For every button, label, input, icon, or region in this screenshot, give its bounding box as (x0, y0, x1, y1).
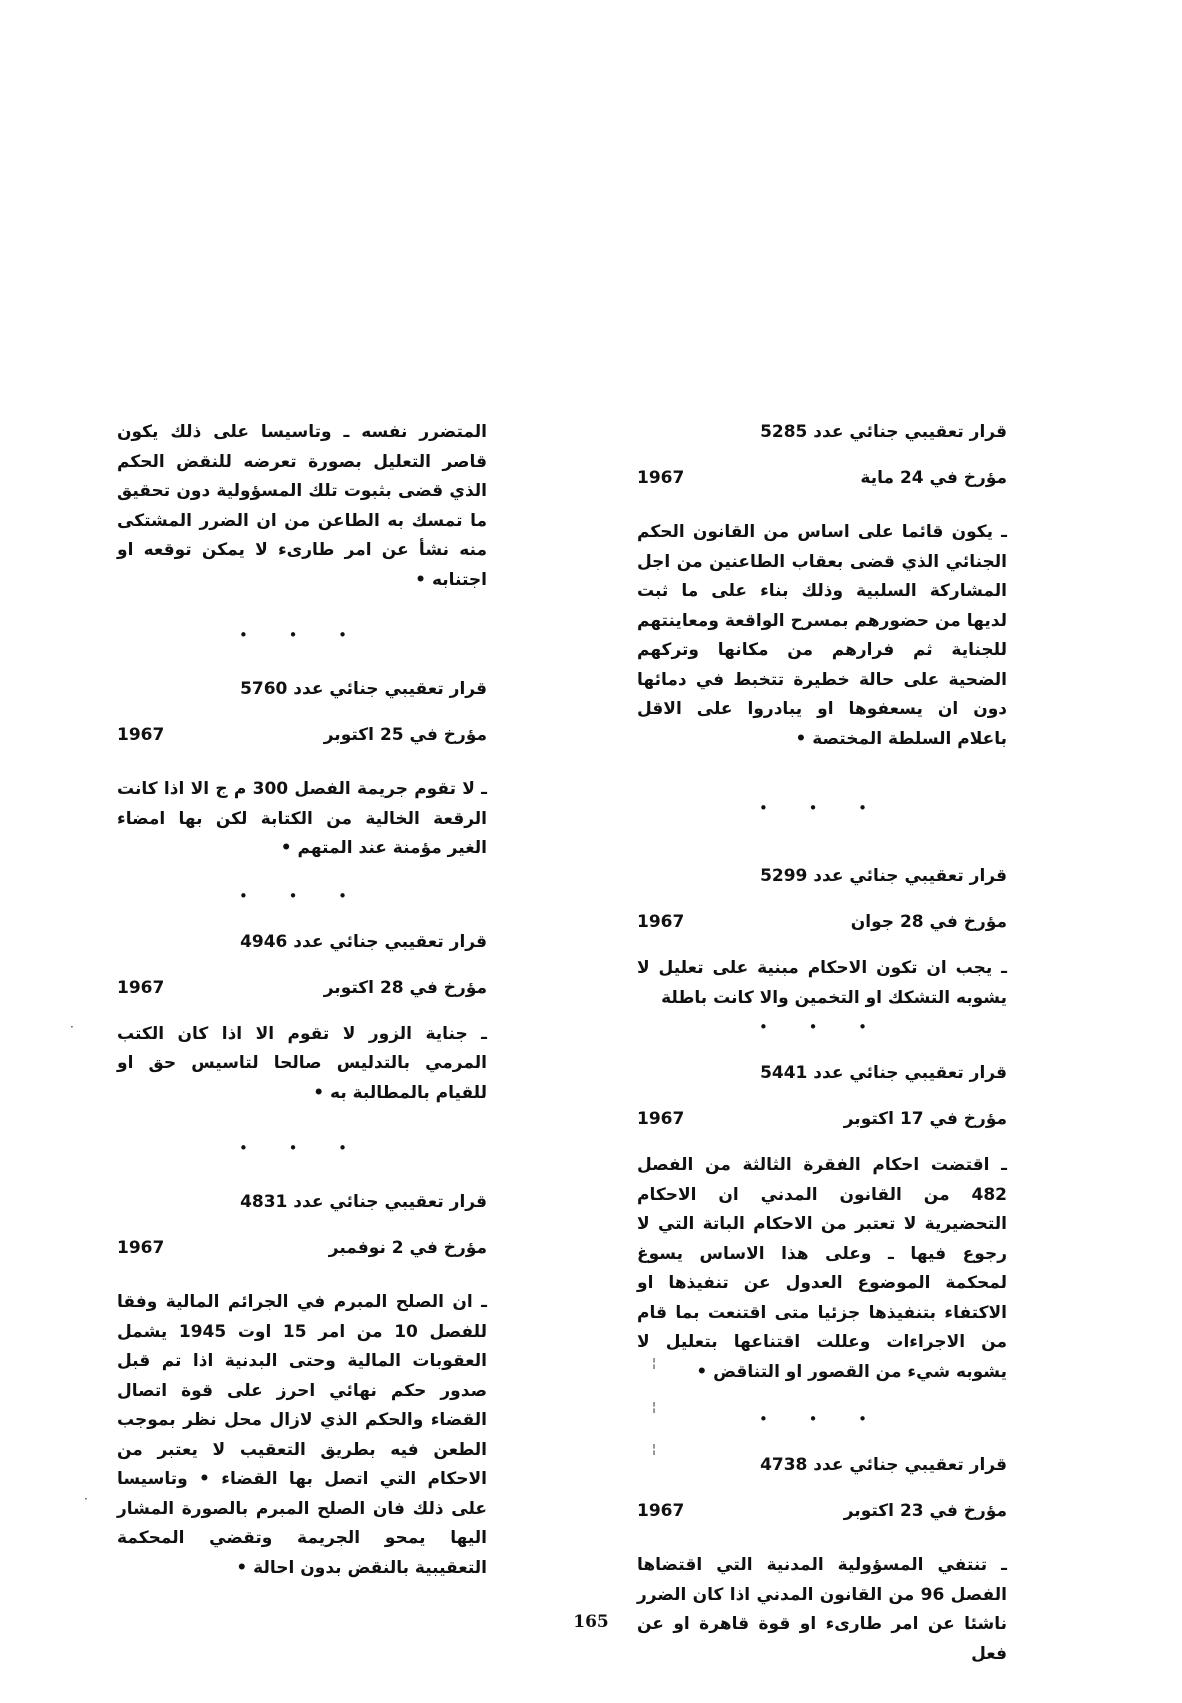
date-year: 1967 (637, 912, 685, 932)
date-year: 1967 (117, 725, 165, 745)
decision-date (637, 1105, 1007, 1133)
section-separator: • • • (238, 886, 366, 905)
decision-summary: ـ جناية الزور لا تقوم الا اذا كان الكتب المرمي بالتدليس صالحا لتاسيس حق او للقيام بالمطالبة به • (117, 1023, 487, 1103)
date-label: مؤرخ في 28 جوان (850, 912, 1007, 932)
section-separator: • • • (238, 1139, 366, 1157)
date-label: مؤرخ في 25 اكتوبر (323, 725, 487, 745)
date-year: 1967 (117, 977, 165, 998)
scan-speck: ¦ (652, 1356, 657, 1370)
decision-title: قرار تعقيبي جنائي عدد 4738 (760, 1455, 1007, 1475)
decision-summary: ـ لا تقوم جريمة الفصل 300 م ج الا اذا كانت الرقعة الخالية من الكتابة لكن بها امضاء الغير مؤمنة عند المتهم • (117, 779, 487, 858)
date-label: مؤرخ في 28 اكتوبر (323, 977, 487, 998)
section-separator: • • • (238, 626, 366, 644)
decision-date (637, 464, 1007, 492)
decision-date (637, 908, 1007, 936)
decision-title: قرار تعقيبي جنائي عدد 4946 (240, 931, 487, 952)
scan-speck: ¦ (652, 1442, 657, 1456)
date-year: 1967 (117, 1238, 165, 1258)
scan-speck: · (84, 1492, 88, 1506)
continuation-text: المتضرر نفسه ـ وتاسيسا على ذلك يكون قاصر التعليل بصورة تعرضه للنقض الحكم الذي قضى بثبوت تلك المسؤولية دون تحقيق ما تمسك به الطاعن من ان الضرر المشتكى منه نشأ عن امر طارىء لا يمكن توقعه او اجتنابه • (117, 422, 487, 590)
date-year: 1967 (637, 468, 685, 488)
decision-summary: ـ يجب ان تكون الاحكام مبنية على تعليل لا يشوبه التشكك او التخمين والا كانت باطلة (637, 958, 1007, 1008)
left-column (117, 418, 487, 1583)
decision-summary: ـ ان الصلح المبرم في الجرائم المالية وفقا للفصل 10 من امر 15 اوت 1945 يشمل العقوبات المالية وحتى البدنية اذا تم قبل صدور حكم نهائي احرز على قوة اتصال القضاء والحكم الذي لازال محل نظر بموجب الطعن فيه بطريق التعقيب لا يعتبر من الاحكام التي اتصل بها القضاء • وتاسيسا على ذلك فان الصلح المبرم بالصورة المشار اليها يمحو الجريمة وتقضي المحكمة التعقيبية بالنقض بدون احالة • (117, 1292, 487, 1578)
date-label: مؤرخ في 2 نوفمبر (328, 1238, 487, 1258)
right-column (637, 418, 1007, 1669)
date-year: 1967 (637, 1109, 685, 1129)
decision-title: قرار تعقيبي جنائي عدد 5441 (760, 1063, 1007, 1083)
section-separator: • • • (758, 799, 886, 817)
scan-speck: · (70, 1020, 74, 1034)
decision-summary: ـ اقتضت احكام الفقرة الثالثة من الفصل 482 من القانون المدني ان الاحكام التحضيرية لا تعتبر من الاحكام الباتة التي لا رجوع فيها ـ وعلى هذا الاساس يسوغ لمحكمة الموضوع العدول عن تنفيذها او الاكتفاء بتنفيذها جزئيا متى اقتنعت بما قام من الاجراءات وعللت اقتناعها بتعليل لا يشوبه شيء من القصور او التناقض • (637, 1155, 1007, 1382)
decision-date (117, 721, 487, 749)
date-year: 1967 (637, 1501, 685, 1521)
decision-date (637, 1497, 1007, 1525)
decision-title: قرار تعقيبي جنائي عدد 5285 (760, 422, 1007, 442)
decision-summary: ـ تنتفي المسؤولية المدنية التي اقتضاها الفصل 96 من القانون المدني اذا كان الضرر ناشئا عن امر طارىء او قوة قاهرة او عن فعل (637, 1555, 1007, 1664)
scan-speck: ¦ (652, 1400, 657, 1414)
section-separator: • • • (758, 1410, 886, 1428)
section-separator: • • • (758, 1018, 886, 1036)
decision-date (117, 1234, 487, 1262)
page-number: 165 (573, 1612, 609, 1632)
date-label: مؤرخ في 23 اكتوبر (843, 1501, 1007, 1521)
decision-title: قرار تعقيبي جنائي عدد 4831 (240, 1192, 487, 1212)
decision-title: قرار تعقيبي جنائي عدد 5299 (760, 866, 1007, 886)
date-label: مؤرخ في 24 ماية (860, 468, 1007, 488)
date-label: مؤرخ في 17 اكتوبر (843, 1109, 1007, 1129)
decision-date (117, 974, 487, 1002)
decision-title: قرار تعقيبي جنائي عدد 5760 (240, 679, 487, 699)
decision-summary: ـ يكون قائما على اساس من القانون الحكم الجنائي الذي قضى بعقاب الطاعنين من اجل المشاركة السلبية وذلك بناء على ما ثبت لديها من حضورهم بمسرح الواقعة ومعاينتهم للجناية ثم فرارهم من مكانها وتركهم الضحية على حالة خطيرة تتخبط في دمائها دون ان يسعفوها او يبادروا على الاقل باعلام السلطة المختصة • (637, 522, 1007, 749)
